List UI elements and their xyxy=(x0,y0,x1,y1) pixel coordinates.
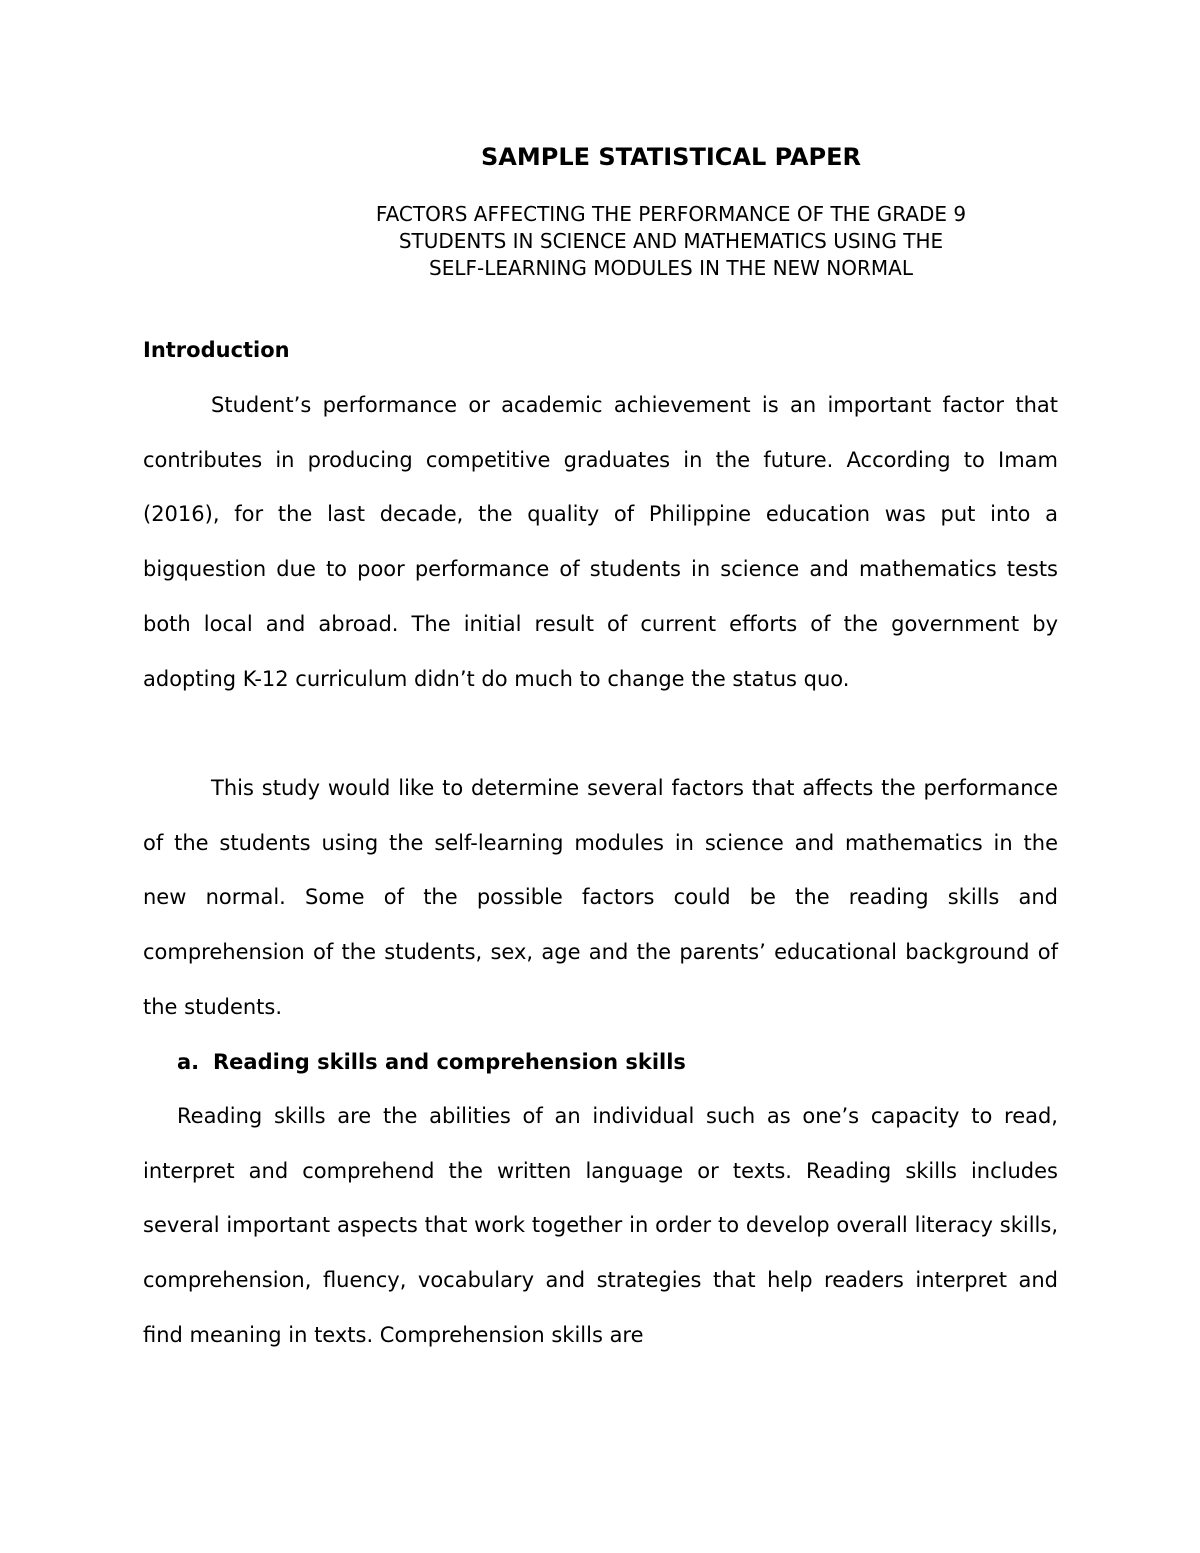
subtitle-line: STUDENTS IN SCIENCE AND MATHEMATICS USING THE xyxy=(398,229,944,253)
subtitle-line: SELF-LEARNING MODULES IN THE NEW NORMAL xyxy=(429,256,913,280)
section-a-marker: a. xyxy=(177,1050,200,1074)
subtitle-line: FACTORS AFFECTING THE PERFORMANCE OF THE GRADE 9 xyxy=(375,202,967,226)
introduction-heading: Introduction xyxy=(143,338,290,362)
document-subtitle xyxy=(0,201,1200,282)
document-title: SAMPLE STATISTICAL PAPER xyxy=(480,143,862,171)
introduction-paragraph-1: Student’s performance or academic achievement is an important factor that contributes in producing competitive graduates in the future. According to Imam (2016), for the last decade, the quality of Philippine education was put into a bigquestion due to poor performance of students in science and mathematics tests both local and abroad. The initial result of current efforts of the government by adopting K-12 curriculum didn’t do much to change the status quo. xyxy=(143,393,1058,691)
section-a-paragraph: Reading skills are the abilities of an individual such as one’s capacity to read, interpret and comprehend the written language or texts. Reading skills includes several important aspects that work together in order to develop overall literacy skills, comprehension, fluency, vocabulary and strategies that help readers interpret and find meaning in texts. Comprehension skills are xyxy=(143,1104,1058,1347)
section-a-heading-text: Reading skills and comprehension skills xyxy=(213,1050,686,1074)
introduction-paragraph-2: This study would like to determine several factors that affects the performance of the students using the self-learning modules in science and mathematics in the new normal. Some of the possible factors could be the reading skills and comprehension of the students, sex, age and the parents’ educational background of the students. xyxy=(143,776,1058,1019)
section-a-heading xyxy=(177,1048,686,1076)
